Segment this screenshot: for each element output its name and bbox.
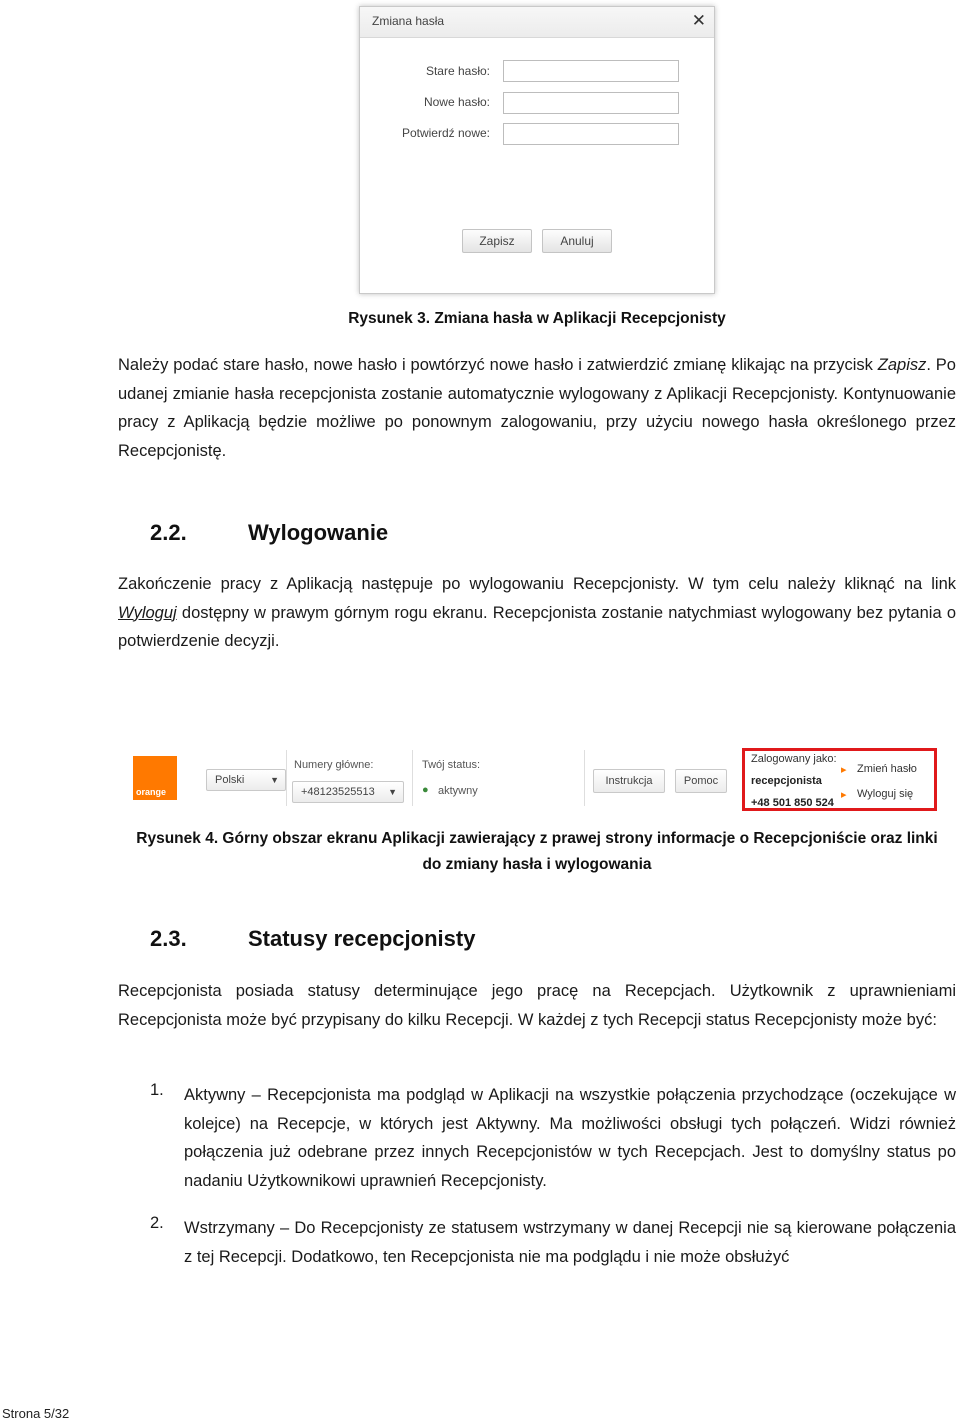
status-label: Twój status: — [422, 759, 481, 771]
instructions-button[interactable]: Instrukcja — [593, 769, 665, 793]
orange-logo-text: orange — [136, 787, 167, 797]
list-item-suspended: Wstrzymany – Do Recepcjonisty ze statusem wstrzymany w danej Recepcji nie są kierowane połączenia z tej Recepcji. Dodatkowo, ten Recepcjonista nie ma podglądu i nie może obsłużyć — [184, 1219, 956, 1266]
logged-as-label: Zalogowany jako: — [751, 753, 837, 765]
paragraph-statuses-intro: Recepcjonista posiada statusy determinujące jego pracę na Recepcjach. Użytkownik z uprawnieniami Recepcjonista może być przypisany do kilku Recepcji. W każdej z tych Recepcji status Recepcjonisty może być: — [118, 982, 956, 1029]
divider — [584, 750, 585, 806]
logout-link[interactable]: Wyloguj się — [857, 788, 914, 800]
section-2-3-title: Statusy recepcjonisty — [248, 926, 476, 951]
close-icon[interactable]: ✕ — [691, 11, 706, 30]
logged-user-panel — [742, 748, 937, 811]
section-2-3-number: 2.3. — [150, 926, 187, 951]
divider — [286, 750, 287, 806]
cancel-button[interactable]: Anuluj — [542, 229, 612, 253]
logout-text-1: Zakończenie pracy z Aplikacją następuje po wylogowaniu Recepcjonisty. W tym celu należy kliknąć na link — [118, 575, 956, 593]
paragraph-emphasis-save: Zapisz — [877, 356, 927, 374]
confirm-password-field[interactable] — [503, 123, 679, 145]
main-number-select[interactable] — [292, 781, 404, 803]
logout-link-text[interactable]: Wyloguj — [118, 603, 177, 622]
figure-3-caption: Rysunek 3. Zmiana hasła w Aplikacji Recepcjonisty — [348, 310, 726, 327]
help-button[interactable]: Pomoc — [675, 769, 727, 793]
main-number-value: +48123525513 — [301, 786, 375, 798]
figure-4-caption-line-2: do zmiany hasła i wylogowania — [422, 856, 652, 873]
figure-4-caption-line-1: Rysunek 4. Górny obszar ekranu Aplikacji zawierający z prawej strony informacje o Recepcjoniście oraz linki — [136, 830, 938, 847]
status-user-icon: ● — [422, 784, 429, 796]
language-select[interactable] — [206, 769, 286, 791]
orange-logo — [133, 756, 177, 800]
logout-icon: ▸ — [841, 789, 847, 801]
list-item-number: 2. — [150, 1214, 164, 1232]
paragraph-logout — [118, 570, 956, 656]
password-change-dialog — [359, 6, 715, 294]
main-numbers-label: Numery główne: — [294, 759, 374, 771]
paragraph-text-1: Należy podać stare hasło, nowe hasło i powtórzyć nowe hasło i zatwierdzić zmianę klikając na przycisk — [118, 356, 878, 374]
user-name: recepcjonista — [751, 775, 822, 787]
divider — [412, 750, 413, 806]
section-2-2-number: 2.2. — [150, 520, 187, 545]
old-password-label: Stare hasło: — [425, 64, 490, 78]
page-number: Strona 5/32 — [2, 1406, 70, 1421]
paragraph-text-2: . Po udanej zmianie hasła recepcjonista zostanie automatycznie wylogowany z Aplikacji Recepcjonisty. Kontynuowanie pracy z Aplikacją będzie możliwe po ponownym zalogowaniu, przy użyciu nowego hasła określonego przez Recepcjonistę. — [118, 356, 956, 460]
dialog-titlebar — [360, 7, 714, 38]
user-phone: +48 501 850 524 — [751, 797, 834, 809]
key-icon: ▸ — [841, 764, 847, 776]
confirm-password-label: Potwierdź nowe: — [401, 126, 490, 140]
save-button[interactable]: Zapisz — [462, 229, 532, 253]
logout-text-2: dostępny w prawym górnym rogu ekranu. Recepcjonista zostanie natychmiast wylogowany bez pytania o potwierdzenie decyzji. — [118, 603, 956, 650]
chevron-down-icon: ▼ — [388, 787, 397, 797]
section-2-2-title: Wylogowanie — [248, 520, 389, 545]
dialog-title: Zmiana hasła — [372, 14, 445, 28]
language-value: Polski — [215, 774, 245, 786]
chevron-down-icon: ▼ — [270, 775, 279, 785]
new-password-field[interactable] — [503, 92, 679, 114]
new-password-label: Nowe hasło: — [423, 95, 490, 109]
old-password-field[interactable] — [503, 60, 679, 82]
status-value[interactable]: aktywny — [438, 785, 478, 797]
paragraph-password-change — [118, 351, 956, 465]
app-header-bar — [130, 744, 940, 814]
list-item-active: Aktywny – Recepcjonista ma podgląd w Aplikacji na wszystkie połączenia przychodzące (oczekujące w kolejce) na Recepcje, w których jest Aktywny. Ma możliwości obsługi tych połączeń. Widzi również połączenia już odebrane przez innych Recepcjonistów w tych Recepcjach. Jest to domyślny status po nadaniu Użytkownikowi uprawnień Recepcjonisty. — [184, 1086, 956, 1190]
list-item-number: 1. — [150, 1081, 164, 1099]
change-password-link[interactable]: Zmień hasło — [857, 763, 917, 775]
